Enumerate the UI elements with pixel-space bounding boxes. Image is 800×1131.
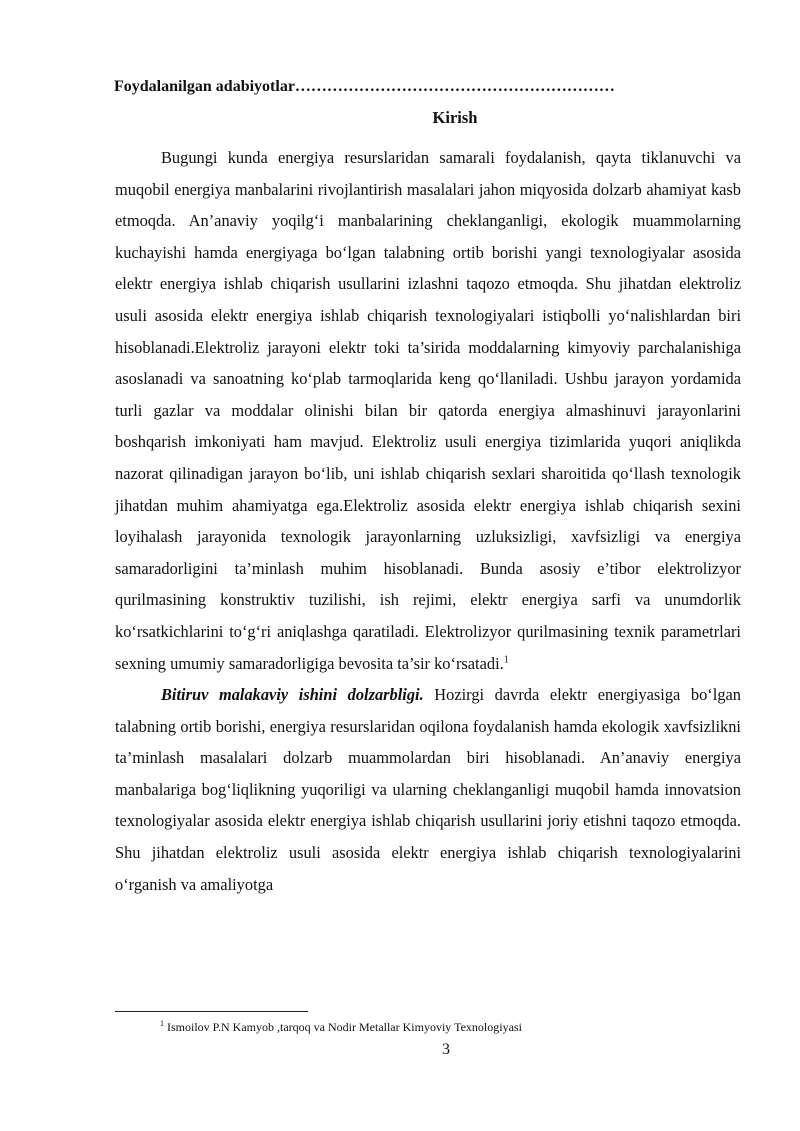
- toc-leader-dots: ……………………………………………………: [294, 78, 615, 95]
- toc-entry-label: Foydalanilgan adabiyotlar: [114, 78, 295, 95]
- body-text: [115, 142, 741, 900]
- paragraph-introduction: [115, 142, 741, 679]
- toc-entry: [114, 78, 615, 96]
- paragraph-relevance: [115, 679, 741, 900]
- footnote-marker: 1: [160, 1019, 164, 1028]
- footnote: [160, 1020, 522, 1035]
- paragraph-introduction-text: Bugungi kunda energiya resurslaridan samarali foydalanish, qayta tiklanuvchi va muqobil energiya manbalarini rivojlantirish masalalari jahon miqyosida dolzarb ahamiyat kasb etmoqda. An’anaviy yoqilg‘i manbalarining cheklanganligi, ekologik muammolarning kuchayishi hamda energiyaga bo‘lgan talabning ortib borishi yangi texnologiyalar asosida elektr energiya ishlab chiqarish usullarini izlashni taqozo etmoqda. Shu jihatdan elektroliz usuli asosida elektr energiya ishlab chiqarish texnologiyalari istiqbolli yo‘nalishlardan biri hisoblanadi.Elektroliz jarayoni elektr toki ta’sirida moddalarning kimyoviy parchalanishiga asoslanadi va sanoatning ko‘plab tarmoqlarida keng qo‘llaniladi. Ushbu jarayon yordamida turli gazlar va moddalar olinishi bilan bir qatorda energiya almashinuvi jarayonlarini boshqarish imkoniyati ham mavjud. Elektroliz usuli energiya tizimlarida yuqori aniqlikda nazorat qilinadigan jarayon bo‘lib, uni ishlab chiqarish sexlari sharoitida qo‘llash texnologik jihatdan muhim ahamiyatga ega.Elektroliz asosida elektr energiya ishlab chiqarish sexini loyihalash jarayonida texnologik jarayonlarning uzluksizligi, xavfsizligi va energiya samaradorligini ta’minlash muhim hisoblanadi. Bunda asosiy e’tibor elektrolizyor qurilmasining konstruktiv tuzilishi, ish rejimi, elektr energiya sarfi va unumdorlik ko‘rsatkichlarini to‘g‘ri aniqlashga qaratiladi. Elektrolizyor qurilmasining texnik parametrlari sexning umumiy samaradorligiga bevosita ta’sir ko‘rsatadi.: [115, 148, 741, 673]
- paragraph-relevance-lead: Bitiruv malakaviy ishini dolzarbligi.: [161, 685, 424, 705]
- footnote-text: Ismoilov P.N Kamyob ,tarqoq va Nodir Metallar Kimyoviy Texnologiyasi: [167, 1020, 522, 1034]
- footnote-separator: [115, 1011, 308, 1012]
- paragraph-relevance-text: Hozirgi davrda elektr energiyasiga bo‘lgan talabning ortib borishi, energiya resurslaridan oqilona foydalanish hamda ekologik xavfsizlikni ta’minlash masalalari dolzarb muammolardan biri hisoblanadi. An’anaviy energiya manbalariga bog‘liqlikning yuqoriligi va ularning cheklanganligi muqobil hamda innovatsion texnologiyalar asosida elektr energiya ishlab chiqarish usullarini joriy etishni taqozo etmoqda. Shu jihatdan elektroliz usuli asosida elektr energiya ishlab chiqarish texnologiyalarini o‘rganish va amaliyotga: [115, 685, 741, 894]
- footnote-reference: 1: [503, 654, 509, 666]
- page-number: 3: [442, 1041, 450, 1058]
- section-heading: Kirish: [432, 108, 478, 127]
